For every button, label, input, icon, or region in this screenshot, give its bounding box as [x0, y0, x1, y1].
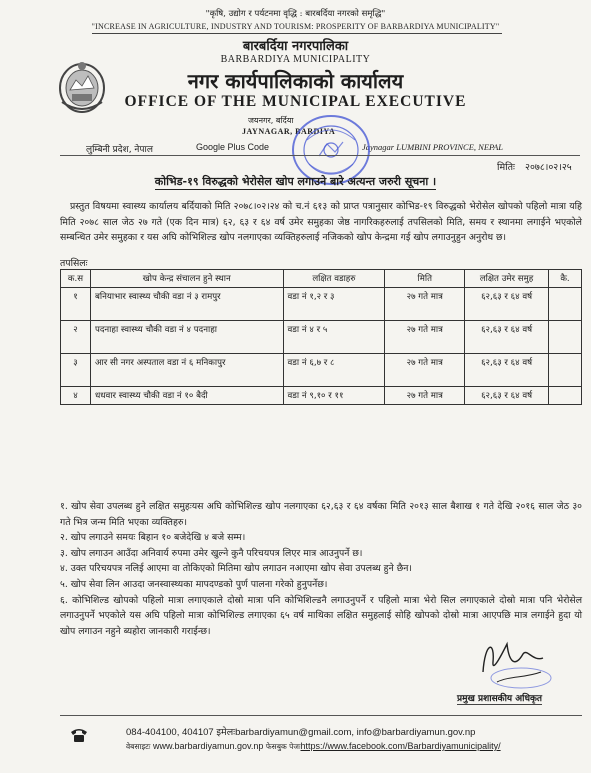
- cell-place: पदनाहा स्वास्थ्य चौकी वडा नं ४ पदनाहा: [90, 321, 283, 354]
- subject-line: [0, 174, 591, 189]
- cell-remarks: [549, 387, 582, 405]
- municipality-name-nepali: बारबर्दिया नगरपालिका: [242, 39, 349, 54]
- facebook-link[interactable]: https://www.facebook.com/Barbardiyamunicipality/: [300, 741, 501, 751]
- cell-serial: ३: [61, 354, 91, 387]
- body-paragraph: [60, 199, 582, 246]
- cell-place: बनियाभार स्वास्थ्य चौकी वडा नं ३ रामपुर: [90, 288, 283, 321]
- header-place: खोप केन्द्र संचालन हुने स्थान: [90, 270, 283, 288]
- header-bottom-rule: [60, 155, 580, 156]
- web-line: [126, 741, 501, 752]
- cell-wards: वडा नं ४ र ५: [283, 321, 385, 354]
- date-value: २०७८।०२।२५: [525, 162, 572, 173]
- signature-mark: [463, 632, 563, 692]
- cell-remarks: [549, 288, 582, 321]
- facebook-label: फेसबुक पेजः: [265, 742, 301, 751]
- contact-line: [126, 725, 475, 738]
- email-addresses[interactable]: barbardiyamun@gmail.com, info@barbardiyamun.gov.np: [235, 727, 476, 738]
- cell-remarks: [549, 354, 582, 387]
- phone-icon: [69, 727, 89, 743]
- cell-date: २७ गते मात्र: [385, 321, 465, 354]
- table-header-row: [61, 270, 582, 288]
- body-paragraph-text: प्रस्तुत विषयमा स्वास्थ्य कार्यालय बर्दियाको मिति २०७८।०२।२४ को च.नं ६१३ को प्राप्त पत्रानुसार कोभिड-१९ विरुद्धको भेरोसेल खोपको पहिलो मात्रा यहि मिति २०७८ साल जेठ २७ गते (एक दिन मात्र) ६२, ६३ र ६४ वर्ष उमेर समुहका जेष्ठ नागरिकहरुलाई तपसिलको मिति, समय र स्थानमा लगाईने भएकोले सम्बन्धित उमेर समुहका र यस अघि कोभिशिल्ड खोप नलगाएका व्यक्तिहरुलाई नजिकको खोप केन्द्रमा गई खोप लगाउनुहुन अनुरोध छ।: [60, 201, 582, 243]
- cell-wards: वडा नं १,२ र ३: [283, 288, 385, 321]
- office-name-english: OFFICE OF THE MUNICIPAL EXECUTIVE: [124, 93, 467, 110]
- cell-place: आर सी नगर अस्पताल वडा नं ६ मनिकापुर: [90, 354, 283, 387]
- cell-age-group: ६२,६३ र ६४ वर्ष: [465, 321, 549, 354]
- subject-text: कोभिड-१९ विरुद्धको भेरोसेल खोप लगाउने बारे अत्यन्त जरुरी सूचना ।: [154, 175, 437, 188]
- cell-remarks: [549, 321, 582, 354]
- address-google-plus: Google Plus Code: [196, 142, 270, 152]
- cell-age-group: ६२,६३ र ६४ वर्ष: [465, 288, 549, 321]
- cell-serial: १: [61, 288, 91, 321]
- website-link[interactable]: www.barbardiyamun.gov.np: [152, 741, 264, 751]
- vaccination-schedule-table: [60, 269, 582, 405]
- cell-wards: वडा नं ६,७ र ८: [283, 354, 385, 387]
- cell-serial: ४: [61, 387, 91, 405]
- note-item: १. खोप सेवा उपलब्ध हुने लक्षित समुहःयस अघि कोभिशिल्ड खोप नलगाएका ६२,६३ र ६४ वर्षका मिति २०१३ साल बैशाख १ गते देखि २०१६ साल जेठ ३० गते भित्र जन्म मिति भएका व्यक्तिहरु।: [60, 501, 582, 528]
- signatory-title: प्रमुख प्रशासकीय अधिकृत: [457, 691, 542, 705]
- notes-list: [60, 499, 582, 639]
- address-english: Jaynagar LUMBINI PROVINCE, NEPAL: [362, 142, 504, 152]
- header-serial: क.स: [61, 270, 91, 288]
- phone-numbers: 084-404100, 404107: [126, 727, 214, 738]
- note-item: ५. खोप सेवा लिन आउदा जनस्वास्थ्यका मापदण्डको पुर्ण पालना गरेको हुनुपर्नेछ।: [60, 578, 328, 590]
- slogan-nepali: "कृषि, उद्योग र पर्यटनमा वृद्धि : बारबर्दिया नगरको समृद्धि": [205, 9, 386, 19]
- place-english: JAYNAGAR, BARDIYA: [242, 127, 336, 136]
- header-divider: [92, 33, 502, 34]
- email-label: इमेलः: [216, 727, 236, 738]
- note-item: २. खोप लगाउने समयः बिहान १० बजेदेखि ४ बजे सम्म।: [60, 532, 246, 544]
- office-name-nepali: नगर कार्यपालिकाको कार्यालय: [187, 69, 404, 93]
- date-label: मितिः: [497, 162, 515, 173]
- footer-rule: [60, 715, 582, 716]
- header-date: मिति: [385, 270, 465, 288]
- cell-age-group: ६२,६३ र ६४ वर्ष: [465, 354, 549, 387]
- place-nepali: जयनगर, बर्दिया: [248, 116, 294, 125]
- table-row: [61, 321, 582, 354]
- table-row: [61, 354, 582, 387]
- note-item: ४. उक्त परिचयपत्र नलिई आएमा वा तोकिएको मितिमा खोप लगाउन नआएमा खोप सेवा उपलब्ध हुने छैन।: [60, 563, 412, 575]
- slogan-english: "INCREASE IN AGRICULTURE, INDUSTRY AND TOURISM: PROSPERITY OF BARBARDIYA MUNICIPALITY": [91, 22, 500, 31]
- table-row: [61, 387, 582, 405]
- cell-date: २७ गते मात्र: [385, 354, 465, 387]
- header-wards: लक्षित वडाहरु: [283, 270, 385, 288]
- cell-date: २७ गते मात्र: [385, 288, 465, 321]
- cell-date: २७ गते मात्र: [385, 387, 465, 405]
- address-nepali: लुम्बिनी प्रदेश, नेपाल: [86, 145, 153, 155]
- table-row: [61, 288, 582, 321]
- cell-serial: २: [61, 321, 91, 354]
- note-item: ३. खोप लगाउन आउँदा अनिवार्य रुपमा उमेर खुल्ने कुनै परिचयपत्र लिएर मात्र आउनुपर्ने छ।: [60, 547, 363, 559]
- cell-age-group: ६२,६३ र ६४ वर्ष: [465, 387, 549, 405]
- header-remarks: कै.: [549, 270, 582, 288]
- cell-place: धधवार स्वास्थ्य चौकी वडा नं १० बैदी: [90, 387, 283, 405]
- details-label: तपसिलः: [60, 258, 88, 269]
- cell-wards: वडा नं ९,१० र ११: [283, 387, 385, 405]
- municipality-name-english: BARBARDIYA MUNICIPALITY: [220, 54, 371, 65]
- website-label: वेबसाइटः: [126, 742, 151, 751]
- header-age-group: लक्षित उमेर समुह: [465, 270, 549, 288]
- note-item: ६. कोभिशिल्ड खोपको पहिलो मात्रा लगाएकाले दोस्रो मात्रा पनि कोभिशिल्डनै लगाउनुपर्ने र पहिलो मात्रा भेरो सिल लगाएकाले दोस्रो मात्रा पनि भेरोसेल लगाउनुपर्ने भएकोले यस अघि पहिलो मात्रा कोभिशिल्ड लगाएका ६५ वर्ष माथिका लक्षित समुहलाई सोहि खोपको दोस्रो मात्रा आएपछि मात्र लगाईने हुदा यो खोप लगाउन नहुने ब्यहोरा जानकारी गराईन्छ।: [60, 594, 582, 637]
